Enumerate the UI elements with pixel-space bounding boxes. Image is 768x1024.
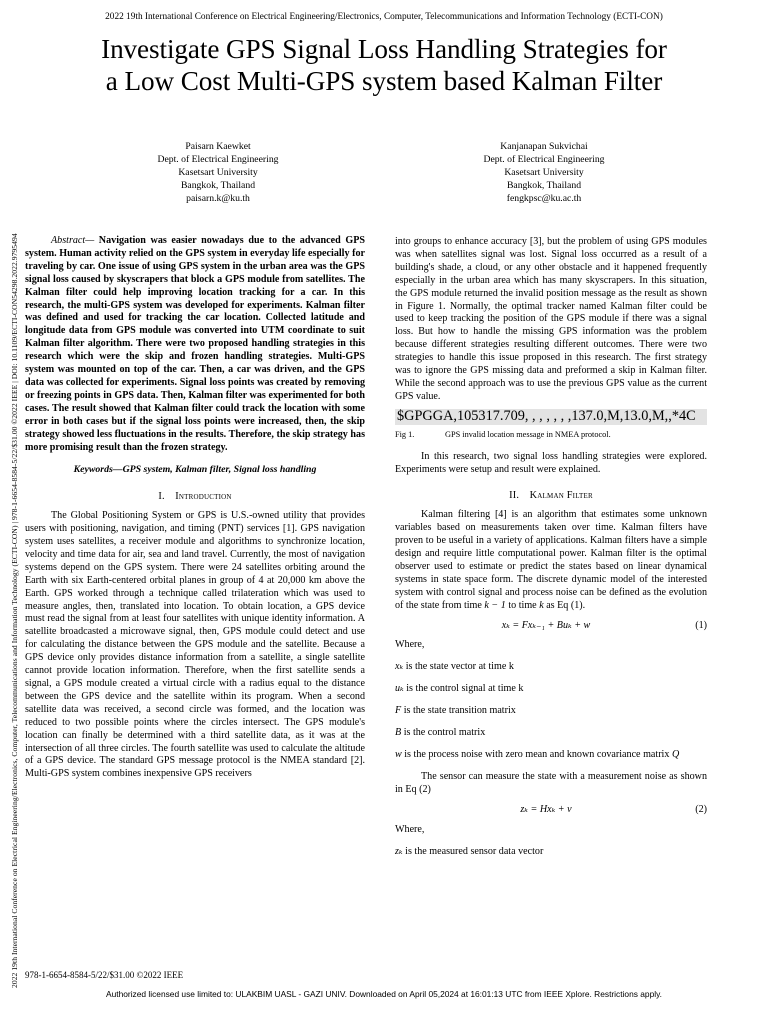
symbol-u: uₖ xyxy=(395,683,404,695)
nmea-message-figure: $GPGGA,105317.709, , , , , , ,137.0,M,13.0,M,,*4C xyxy=(395,409,707,425)
side-doi-text: 2022 19th International Conference on Electrical Engineering/Electronics, Computer, Telecommunications and Information Technology (ECTI-CON) | 978-1-6654-8584-5/22/$31.00 ©2022 IEEE | DOI: 10.1109/ECTI-CON54298.2022.9795494 xyxy=(10,233,19,988)
author-university: Kasetsart University xyxy=(178,167,258,179)
definition-w xyxy=(395,749,707,762)
symbol-q: Q xyxy=(671,749,680,760)
author-dept: Dept. of Electrical Engineering xyxy=(157,154,279,166)
symbol-x: xₖ xyxy=(395,661,404,673)
footer-copyright: 978-1-6654-8584-5/22/$31.00 ©2022 IEEE xyxy=(25,970,184,980)
definition-f xyxy=(395,705,707,718)
definition-text: is the state vector at time k xyxy=(403,661,514,673)
research-summary-paragraph: In this research, two signal loss handling strategies were explored. Experiments were setup and result were explained. xyxy=(395,450,707,475)
equation-2-number: (2) xyxy=(695,803,707,815)
footer-license-notice: Authorized licensed use limited to: ULAKBIM UASL - GAZI UNIV. Downloaded on April 05,2024 at 16:01:13 UTC from IEEE Xplore. Restrictions apply. xyxy=(106,989,662,999)
sensor-paragraph: The sensor can measure the state with a measurement noise as shown in Eq (2) xyxy=(395,770,707,795)
left-column xyxy=(25,235,365,781)
kalman-paragraph xyxy=(395,509,707,612)
section-heading-kalman-filter: II. Kalman Filter xyxy=(509,490,593,502)
definition-text: is the process noise with zero mean and known covariance matrix xyxy=(401,749,672,760)
symbol-f: F xyxy=(395,705,402,717)
paper-title xyxy=(30,34,738,97)
kalman-text-to: to time xyxy=(505,599,540,611)
conference-header: 2022 19th International Conference on Electrical Engineering/Electronics, Computer, Telecommunications and Information Technology (ECTI-CON) xyxy=(105,12,663,22)
author-dept: Dept. of Electrical Engineering xyxy=(483,154,605,166)
author-block-1 xyxy=(108,140,328,205)
equation-2 xyxy=(395,804,707,817)
equation-2-formula: zₖ = Hxₖ + v xyxy=(520,803,572,815)
author-university: Kasetsart University xyxy=(504,167,584,179)
abstract-label: Abstract— xyxy=(51,235,95,246)
definition-text: is the control signal at time k xyxy=(403,683,524,695)
right-column xyxy=(395,236,707,858)
author-name: Paisarn Kaewket xyxy=(185,141,251,152)
symbol-z: zₖ xyxy=(395,845,403,857)
figure-caption-text: GPS invalid location message in NMEA protocol. xyxy=(445,429,611,439)
variable-definitions-2 xyxy=(395,846,707,859)
definition-text: is the measured sensor data vector xyxy=(402,845,544,857)
author-name: Kanjanapan Sukvichai xyxy=(500,141,588,152)
author-email: paisarn.k@ku.th xyxy=(186,193,250,205)
kalman-text-end: as Eq (1). xyxy=(543,599,586,611)
equation-1-formula: xₖ = Fxₖ₋₁ + Buₖ + w xyxy=(501,619,591,631)
abstract-text: Navigation was easier nowadays due to the advanced GPS system. Human activity relied on the GPS system in everyday life especially for traveling by car. One issue of using GPS system in the urban area was the GPS signal loss caused by skyscrapers that block a GPS module from satellites. The Kalman filter could help improving location tracking for a car. In this research, the multi-GPS system was developed for experiments. Kalman filter was defined and used for tracking the car location. Collected latitude and longitude data from GPS module was converted into UTM coordinate to suit Kalman filter algorithm. There were two proposed handling strategies in this research which were the skip and frozen handling strategies. Multi-GPS system was mounted on top of the car. Then, a car was driven, and the GPS data was collected for experiments. Signal loss points was created by removing or freezing points in GPS data. Then, Kalman filter was experimented for both cases. The result showed that Kalman filter could track the location with some error in both cases but if the signal loss points were increased, then, the skip strategy showed less fluctuations in the results. Therefore, the skip strategy has more promising result than the frozen strategy. xyxy=(25,235,365,453)
figure-1-caption xyxy=(395,429,707,442)
section-heading-introduction: I. Introduction xyxy=(158,491,232,503)
definition-u xyxy=(395,683,707,696)
author-block-2 xyxy=(434,140,654,205)
figure-number: Fig 1. xyxy=(395,429,415,439)
math-k-minus-1: k − 1 xyxy=(484,599,506,611)
author-city: Bangkok, Thailand xyxy=(506,180,582,192)
definition-b xyxy=(395,727,707,740)
intro-continuation-paragraph: into groups to enhance accuracy [3], but the problem of using GPS modules was when satellites signal was lost. Signal loss occurred as a result of a building's shade, a cloud, or any other obstacle and it happened frequently especially in the urban area which has many skyscrapers. In this situation, the GPS module returned the invalid position message as the result as shown in Figure 1. Normally, the optimal tracker named Kalman filter could be used to keep tracking the position of the GPS module if there was a signal loss. But how to handle the missing GPS information was the problem because different strategies resulting different outcomes. There were two strategies to handle this issue proposed in this research. The first strategy was to ignore the GPS missing data and preformed a skip in Kalman filter. While the second approach was to use the previous GPS value as the current GPS value. xyxy=(395,236,707,402)
equation-1 xyxy=(395,620,707,633)
title-line-2: a Low Cost Multi-GPS system based Kalman Filter xyxy=(105,65,663,96)
math-k: k xyxy=(539,599,544,611)
symbol-w: w xyxy=(395,749,402,760)
equation-1-number: (1) xyxy=(695,619,707,631)
definition-z xyxy=(395,846,707,859)
definition-text: is the state transition matrix xyxy=(401,705,516,717)
author-city: Bangkok, Thailand xyxy=(180,180,256,192)
symbol-b: B xyxy=(395,727,402,739)
kalman-text: Kalman filtering [4] is an algorithm that estimates some unknown variables based on measurements taken over time. Kalman filters have proven to be useful in a variety of applications. Kalman filters have a simple design and require little computational power. Kalman filter is the optimal observer used to estimate or predict the states based on linear dynamical systems in state space form. The discrete dynamic model of the interested system with control signal and process noise can be defined as the evolution of the state from time xyxy=(395,509,707,611)
keywords: Keywords—GPS system, Kalman filter, Signal loss handling xyxy=(73,464,317,476)
where-label: Where, xyxy=(395,639,425,651)
author-email: fengkpsc@ku.ac.th xyxy=(506,193,582,205)
where-label-2: Where, xyxy=(395,823,425,835)
title-line-1: Investigate GPS Signal Loss Handling Strategies for xyxy=(101,34,667,64)
variable-definitions xyxy=(395,661,707,762)
abstract xyxy=(25,235,365,454)
definition-text: is the control matrix xyxy=(401,727,486,739)
introduction-paragraph: The Global Positioning System or GPS is U.S.-owned utility that provides users with positioning, navigation, and timing (PNT) services [1]. GPS navigation system uses satellites, a receiver module and algorithms to synchronize location, velocity and time data for air, sea and land travel. Currently, the most of navigation systems depend on the GPS system. There were 24 satellites orbiting around the Earth with six Earth-centered orbital planes in group of 4 at 20,000 km above the Earth. GPS worked through a technique called trilateration which was used to measure angles, then, translated into location. To obtain location, a GPS device must read the signal from at least four satellites with unique identity information. A satellite broadcasted a microwave signal, then, GPS module could detect and use for calculating the distance between the GPS module and the satellite. Because a GPS device only provides distance information from a satellite, a single satellite cannot provide location information. Therefore, when the first satellite sends a signal, a GPS module created a virtual circle with a radius equal to the distance between the GPS device and the satellite within its program. When a second satellite data was received, a second circle was formed, and the location was reduced to two possible points where the circles intersect. The GPS module's location can finally be determined with a third satellite data, as it was at the intersection of all three circles. The fourth satellite was used to calculate the altitude of a GPS device. The standard GPS message protocol is the NMEA standard [2]. Multi-GPS system combines inexpensive GPS receivers xyxy=(25,510,365,780)
definition-x xyxy=(395,661,707,674)
